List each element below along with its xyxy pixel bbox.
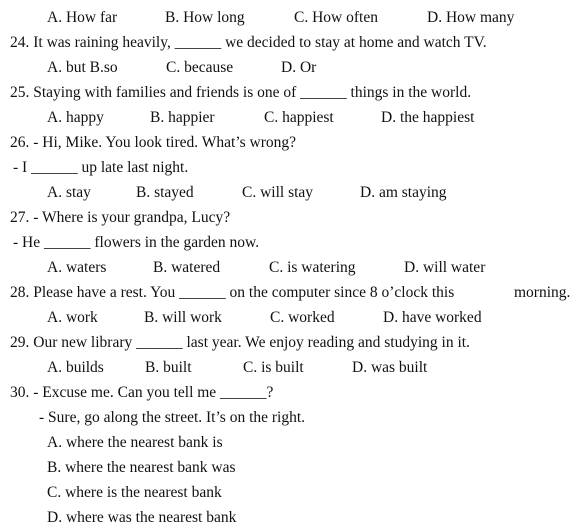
- q26-option-b: B. stayed: [136, 184, 194, 201]
- q26-option-d: D. am staying: [360, 184, 447, 201]
- q24-option-c: C. because: [166, 59, 234, 76]
- q28-stem-end: morning.: [514, 284, 571, 301]
- q26-stem: 26. - Hi, Mike. You look tired. What’s wrong?: [10, 134, 297, 151]
- q29-option-a: A. builds: [47, 359, 104, 376]
- q29-stem: 29. Our new library ______ last year. We enjoy reading and studying in it.: [10, 334, 470, 351]
- q25-option-b: B. happier: [150, 109, 215, 126]
- q28-option-d: D. have worked: [383, 309, 482, 326]
- q23-option-c: C. How often: [294, 9, 378, 26]
- q30-option-d: D. where was the nearest bank: [47, 509, 237, 526]
- q25-option-a: A. happy: [47, 109, 104, 126]
- q30-option-c: C. where is the nearest bank: [47, 484, 222, 501]
- q27-option-c: C. is watering: [269, 259, 356, 276]
- q29-option-c: C. is built: [243, 359, 304, 376]
- q23-option-d: D. How many: [427, 9, 515, 26]
- q26-option-a: A. stay: [47, 184, 91, 201]
- q26-reply: - I ______ up late last night.: [13, 159, 189, 176]
- q23-option-a: A. How far: [47, 9, 118, 26]
- q26-option-c: C. will stay: [242, 184, 314, 201]
- q30-stem: 30. - Excuse me. Can you tell me ______?: [10, 384, 274, 401]
- q28-option-c: C. worked: [270, 309, 335, 326]
- q27-option-b: B. watered: [153, 259, 221, 276]
- q29-option-b: B. built: [145, 359, 192, 376]
- q23-option-b: B. How long: [165, 9, 245, 26]
- q24-stem: 24. It was raining heavily, ______ we decided to stay at home and watch TV.: [10, 34, 487, 51]
- q27-reply: - He ______ flowers in the garden now.: [13, 234, 260, 251]
- q27-stem: 27. - Where is your grandpa, Lucy?: [10, 209, 231, 226]
- q30-reply: - Sure, go along the street. It’s on the right.: [39, 409, 306, 426]
- q30-option-b: B. where the nearest bank was: [47, 459, 236, 476]
- q30-option-a: A. where the nearest bank is: [47, 434, 223, 451]
- q25-option-c: C. happiest: [264, 109, 334, 126]
- q27-option-a: A. waters: [47, 259, 107, 276]
- q24-option-d: D. Or: [281, 59, 317, 76]
- q25-stem: 25. Staying with families and friends is one of ______ things in the world.: [10, 84, 472, 101]
- q28-option-b: B. will work: [144, 309, 222, 326]
- q27-option-d: D. will water: [404, 259, 486, 276]
- q24-option-a: A. but B.so: [47, 59, 118, 76]
- q29-option-d: D. was built: [352, 359, 428, 376]
- q28-option-a: A. work: [47, 309, 98, 326]
- q25-option-d: D. the happiest: [381, 109, 475, 126]
- q28-stem: 28. Please have a rest. You ______ on the computer since 8 o’clock this: [10, 284, 455, 301]
